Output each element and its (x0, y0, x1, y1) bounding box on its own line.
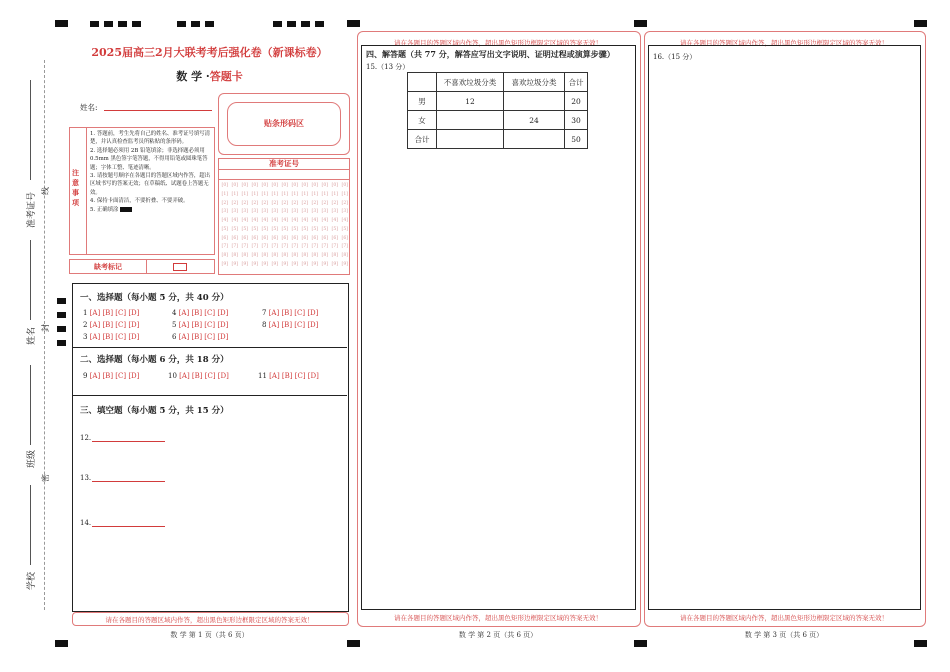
exam-id-bubble[interactable]: [2] (261, 200, 269, 206)
exam-id-bubble[interactable]: [3] (281, 209, 289, 215)
exam-id-bubble[interactable]: [6] (331, 235, 339, 241)
contingency-table: 不喜欢垃圾分类 喜欢垃圾分类 合计 男 12 20 女 24 30 合计 50 (407, 72, 588, 149)
exam-id-bubble[interactable]: [8] (231, 253, 239, 258)
exam-id-bubble[interactable]: [5] (231, 226, 239, 232)
exam-id-bubble[interactable]: [7] (341, 244, 349, 250)
exam-id-bubble[interactable]: [5] (301, 226, 309, 232)
notice-title: 注意事项 (72, 168, 79, 207)
exam-id-bubble[interactable]: [3] (231, 209, 239, 215)
table-row: 男 12 20 (408, 92, 588, 111)
timing-mark (287, 21, 296, 27)
fill-answer-12[interactable] (92, 441, 165, 442)
exam-id-bubble[interactable]: [8] (301, 253, 309, 258)
exam-id-bubble[interactable]: [8] (261, 253, 269, 258)
exam-id-bubble[interactable]: [0] (331, 183, 339, 188)
timing-mark (273, 21, 282, 27)
notice-item: 4. 保持卡面清洁，不要折叠、不要弄破。 (90, 198, 189, 205)
notice-item: 2. 选择题必须用 2B 铅笔填涂；非选择题必须用 0.5mm 黑色签字笔答题，不得用铅笔或圆珠笔答题；字体工整、笔迹清晰。 (90, 147, 208, 171)
page1-footer: 数 学 第 1 页（共 6 页） (170, 631, 249, 639)
page3-footer: 数 学 第 3 页（共 6 页） (744, 631, 824, 639)
notice-item: 1. 答题前，考生先将自己的姓名、准考证号填写清楚，并认真检查监考员所粘贴的条形码。 (90, 131, 211, 146)
exam-id-bubble[interactable]: [7] (251, 244, 259, 250)
exam-id-bubble[interactable]: [9] (251, 261, 259, 267)
notice-item: 3. 请按题号顺序在各题目的答题区域内作答，超出区域书写的答案无效；在草稿纸、试题卷上答题无效。 (90, 173, 211, 196)
exam-id-bubble[interactable]: [7] (301, 244, 309, 250)
timing-mark (205, 21, 214, 27)
mc-question-9[interactable]: 9 [A] [B] [C] [D] (83, 372, 140, 380)
timing-mark (104, 21, 113, 27)
timing-mark (191, 21, 200, 27)
subject-heading (72, 68, 347, 84)
absent-box (69, 259, 215, 274)
section3-title: 三、填空题（每小题 5 分，共 15 分） (80, 406, 229, 416)
class-write-line (30, 365, 31, 445)
timing-mark (301, 21, 310, 27)
exam-id-bubble[interactable]: [1] (251, 191, 259, 197)
exam-id-bubble[interactable]: [4] (341, 218, 349, 223)
timing-mark (177, 21, 186, 27)
exam-id-bubble[interactable]: [3] (221, 209, 229, 215)
exam-id-bubble[interactable]: [9] (231, 261, 239, 267)
exam-id-bubble[interactable]: [8] (291, 253, 299, 258)
registration-mark (634, 20, 647, 27)
exam-id-bubble[interactable]: [5] (341, 226, 349, 232)
page2-top-warning: 请在各题目的答题区域内作答，超出黑色矩形边框限定区域的答案无效！ (394, 39, 602, 47)
exam-id-bubble[interactable]: [5] (291, 226, 299, 232)
exam-id-bubble[interactable]: [1] (321, 191, 329, 197)
exam-id-column (290, 182, 300, 270)
exam-id-bubble[interactable]: [7] (271, 244, 279, 250)
exam-id-bubble[interactable]: [7] (261, 244, 269, 250)
exam-id-bubble[interactable]: [9] (261, 261, 269, 267)
exam-id-bubble[interactable]: [2] (301, 200, 309, 206)
fill-question-label: 13. (80, 474, 92, 482)
exam-id-bubble[interactable]: [4] (331, 218, 339, 223)
mc-question-4[interactable]: 4 [A] [B] [C] [D] (172, 309, 229, 317)
exam-id-bubble[interactable]: [4] (261, 218, 269, 223)
exam-id-bubble[interactable]: [1] (221, 191, 229, 197)
absent-checkbox[interactable] (173, 263, 187, 271)
exam-id-bubble[interactable]: [2] (231, 200, 239, 206)
exam-id-bubble[interactable]: [0] (241, 183, 249, 188)
name-field[interactable] (104, 110, 212, 111)
exam-id-bubble[interactable]: [7] (291, 244, 299, 250)
exam-id-bubble[interactable]: [7] (281, 244, 289, 250)
exam-id-bubble[interactable]: [2] (291, 200, 299, 206)
page2-footer: 数 学 第 2 页（共 6 页） (458, 631, 538, 639)
timing-mark (57, 340, 66, 346)
fill-sample-mark (120, 207, 132, 212)
exam-id-column (260, 182, 270, 270)
page-title: 2025届高三2月大联考考后强化卷（新课标卷） (91, 46, 328, 59)
exam-id-bubble[interactable]: [9] (241, 261, 249, 267)
exam-id-column (330, 182, 340, 270)
section4-title: 四、解答题（共 77 分，解答应写出文字说明、证明过程或演算步骤） (366, 49, 615, 59)
question-16-label: 16.（15 分） (653, 53, 697, 61)
exam-id-bubble[interactable]: [5] (281, 226, 289, 232)
exam-id-bubble[interactable]: [2] (321, 200, 329, 206)
mc-question-8[interactable]: 8 [A] [B] [C] [D] (262, 321, 319, 329)
exam-id-bubble[interactable]: [1] (291, 191, 299, 197)
exam-id-bubble[interactable]: [0] (291, 183, 299, 188)
exam-id-bubble[interactable]: [7] (231, 244, 239, 250)
exam-id-column (230, 182, 240, 270)
exam-id-bubble[interactable]: [7] (221, 244, 229, 250)
exam-id-title: 准考证号 (219, 159, 349, 170)
exam-id-bubble[interactable]: [6] (241, 235, 249, 241)
exam-id-bubble[interactable]: [8] (341, 253, 349, 258)
registration-mark (347, 640, 360, 647)
exam-id-bubble[interactable]: [4] (251, 218, 259, 223)
side-label-seal: 封 (41, 324, 50, 332)
exam-id-column (250, 182, 260, 270)
exam-id-bubble[interactable]: [0] (341, 183, 349, 188)
exam-id-bubble[interactable]: [5] (261, 226, 269, 232)
exam-id-bubble[interactable]: [1] (261, 191, 269, 197)
exam-id-bubble[interactable]: [2] (341, 200, 349, 206)
exam-id-bubble[interactable]: [1] (311, 191, 319, 197)
exam-id-bubble[interactable]: [8] (251, 253, 259, 258)
exam-id-bubble[interactable]: [6] (301, 235, 309, 241)
exam-id-bubble[interactable]: [5] (221, 226, 229, 232)
side-label-class: 班级 (27, 449, 37, 468)
exam-id-bubble[interactable]: [3] (251, 209, 259, 215)
mc-question-3[interactable]: 3 [A] [B] [C] [D] (83, 333, 140, 341)
exam-id-bubble[interactable]: [9] (321, 261, 329, 267)
exam-id-bubble[interactable]: [2] (221, 200, 229, 206)
mc-question-5[interactable]: 5 [A] [B] [C] [D] (172, 321, 229, 329)
exam-id-bubble[interactable]: [9] (301, 261, 309, 267)
page1-bottom-warning: 请在各题目的答题区域内作答，超出黑色矩形边框限定区域的答案无效！ (105, 616, 314, 624)
section1-title: 一、选择题（每小题 5 分，共 40 分） (80, 293, 229, 303)
exam-id-bubble[interactable]: [8] (311, 253, 319, 258)
exam-id-bubble[interactable]: [5] (331, 226, 339, 232)
side-label-exam-no: 准考证号 (27, 191, 37, 228)
timing-mark (57, 326, 66, 332)
exam-id-bubble[interactable]: [8] (241, 253, 249, 258)
binding-dashed-line (44, 60, 45, 610)
exam-id-bubble[interactable]: [5] (251, 226, 259, 232)
exam-id-bubble[interactable]: [1] (271, 191, 279, 197)
page3-bottom-warning: 请在各题目的答题区域内作答，超出黑色矩形边框限定区域的答案无效！ (680, 614, 888, 622)
exam-no-write-line (30, 80, 31, 180)
exam-id-column (310, 182, 320, 270)
exam-id-bubble[interactable]: [6] (291, 235, 299, 241)
exam-id-bubble[interactable]: [1] (281, 191, 289, 197)
exam-id-bubble[interactable]: [3] (331, 209, 339, 215)
exam-id-bubble[interactable]: [3] (291, 209, 299, 215)
exam-id-column (220, 182, 230, 270)
exam-id-bubble[interactable]: [9] (271, 261, 279, 267)
exam-id-bubble[interactable]: [0] (251, 183, 259, 188)
section2-title: 二、选择题（每小题 6 分，共 18 分） (80, 355, 229, 365)
absent-label: 缺考标记 (94, 262, 122, 271)
notice-list (90, 130, 212, 214)
exam-id-bubble[interactable]: [3] (311, 209, 319, 215)
mc-question-6[interactable]: 6 [A] [B] [C] [D] (172, 333, 229, 341)
exam-id-bubble[interactable]: [3] (321, 209, 329, 215)
barcode-area-label: 贴条形码区 (264, 118, 304, 128)
timing-mark (315, 21, 324, 27)
barcode-area (218, 93, 350, 155)
exam-id-bubble[interactable]: [9] (291, 261, 299, 267)
exam-id-bubble[interactable]: [8] (271, 253, 279, 258)
timing-mark (57, 312, 66, 318)
exam-id-column (340, 182, 350, 270)
exam-id-bubble[interactable]: [2] (271, 200, 279, 206)
exam-id-bubble[interactable]: [0] (231, 183, 239, 188)
exam-id-bubble[interactable]: [0] (321, 183, 329, 188)
exam-id-bubble[interactable]: [1] (301, 191, 309, 197)
exam-id-bubble[interactable]: [4] (291, 218, 299, 223)
name-write-line (30, 240, 31, 320)
exam-id-bubble[interactable]: [2] (281, 200, 289, 206)
registration-mark (55, 20, 68, 27)
side-label-secret: 密 (41, 474, 50, 482)
exam-id-bubble[interactable]: [4] (231, 218, 239, 223)
registration-mark (347, 20, 360, 27)
exam-id-bubble[interactable]: [7] (321, 244, 329, 250)
exam-id-bubble[interactable]: [6] (281, 235, 289, 241)
subject-name: 数 学 · (176, 70, 210, 83)
exam-id-bubble[interactable]: [6] (251, 235, 259, 241)
mc-question-7[interactable]: 7 [A] [B] [C] [D] (262, 309, 319, 317)
fill-question-label: 12. (80, 434, 92, 442)
subject-suffix: 答题卡 (209, 70, 243, 83)
exam-id-bubble[interactable]: [8] (321, 253, 329, 258)
timing-mark (90, 21, 99, 27)
exam-id-bubble[interactable]: [6] (231, 235, 239, 241)
registration-mark (634, 640, 647, 647)
exam-id-bubble[interactable]: [5] (321, 226, 329, 232)
exam-id-bubble[interactable]: [6] (261, 235, 269, 241)
registration-mark (914, 20, 927, 27)
table-row: 合计 50 (408, 130, 588, 149)
exam-id-bubble[interactable]: [8] (281, 253, 289, 258)
exam-id-bubble[interactable]: [4] (321, 218, 329, 223)
exam-id-bubble[interactable]: [0] (281, 183, 289, 188)
table-row: 女 24 30 (408, 111, 588, 130)
exam-id-bubble[interactable]: [8] (331, 253, 339, 258)
timing-mark (57, 298, 66, 304)
page3-answer-border (648, 45, 921, 610)
side-label-school: 学校 (27, 571, 37, 590)
page3-top-warning: 请在各题目的答题区域内作答，超出黑色矩形边框限定区域的答案无效！ (680, 39, 888, 47)
exam-id-bubble[interactable]: [3] (261, 209, 269, 215)
exam-id-bubble[interactable]: [2] (241, 200, 249, 206)
exam-id-bubble[interactable]: [2] (331, 200, 339, 206)
mc-question-10[interactable]: 10 [A] [B] [C] [D] (168, 372, 229, 380)
exam-id-bubble[interactable]: [6] (271, 235, 279, 241)
exam-id-bubble[interactable]: [4] (281, 218, 289, 223)
exam-id-bubble[interactable]: [0] (301, 183, 309, 188)
exam-id-column (280, 182, 290, 270)
exam-id-bubble[interactable]: [6] (311, 235, 319, 241)
timing-mark (118, 21, 127, 27)
exam-id-bubble[interactable]: [0] (311, 183, 319, 188)
exam-id-column (240, 182, 250, 270)
exam-id-bubble[interactable]: [9] (341, 261, 349, 267)
side-label-line: 线 (41, 187, 50, 195)
notice-box (69, 127, 215, 255)
registration-mark (55, 640, 68, 647)
fill-answer-13[interactable] (92, 481, 165, 482)
exam-id-bubble[interactable]: [5] (311, 226, 319, 232)
mc-question-1[interactable]: 1 [A] [B] [C] [D] (83, 309, 140, 317)
exam-id-bubble[interactable]: [5] (241, 226, 249, 232)
exam-id-bubble[interactable]: [0] (221, 183, 229, 188)
exam-id-bubble[interactable]: [3] (301, 209, 309, 215)
timing-mark (132, 21, 141, 27)
exam-id-bubble[interactable]: [9] (311, 261, 319, 267)
exam-id-bubble[interactable]: [0] (261, 183, 269, 188)
fill-question-label: 14. (80, 519, 92, 527)
exam-id-bubble[interactable]: [4] (301, 218, 309, 223)
exam-id-bubble[interactable]: [1] (241, 191, 249, 197)
mc-question-11[interactable]: 11 [A] [B] [C] [D] (258, 372, 319, 380)
exam-id-bubble[interactable]: [1] (341, 191, 349, 197)
exam-id-column (300, 182, 310, 270)
school-write-line (30, 485, 31, 565)
exam-id-bubble[interactable]: [6] (221, 235, 229, 241)
registration-mark (914, 640, 927, 647)
exam-id-column (270, 182, 280, 270)
exam-id-bubble[interactable]: [9] (281, 261, 289, 267)
exam-id-bubble[interactable]: [6] (341, 235, 349, 241)
name-label: 姓名: (80, 103, 98, 112)
notice-item-fill-sample: 5. 正确填涂 (90, 206, 212, 214)
page2-bottom-warning: 请在各题目的答题区域内作答，超出黑色矩形边框限定区域的答案无效！ (394, 614, 602, 622)
exam-id-bubble[interactable]: [4] (311, 218, 319, 223)
mc-question-2[interactable]: 2 [A] [B] [C] [D] (83, 321, 140, 329)
exam-id-bubble[interactable]: [7] (311, 244, 319, 250)
exam-id-bubble[interactable]: [3] (271, 209, 279, 215)
exam-id-bubble[interactable]: [4] (221, 218, 229, 223)
exam-id-bubble[interactable]: [1] (331, 191, 339, 197)
exam-id-bubble[interactable]: [6] (321, 235, 329, 241)
exam-id-bubble[interactable]: [1] (231, 191, 239, 197)
exam-id-bubble[interactable]: [2] (251, 200, 259, 206)
exam-id-bubble[interactable]: [4] (271, 218, 279, 223)
exam-id-bubble[interactable]: [4] (241, 218, 249, 223)
exam-id-bubble[interactable]: [0] (271, 183, 279, 188)
exam-id-bubble[interactable]: [9] (331, 261, 339, 267)
exam-id-bubble[interactable]: [7] (331, 244, 339, 250)
fill-answer-14[interactable] (92, 526, 165, 527)
exam-id-bubble[interactable]: [9] (221, 261, 229, 267)
exam-id-bubble[interactable]: [5] (271, 226, 279, 232)
exam-id-column (320, 182, 330, 270)
side-label-name: 姓名 (27, 326, 37, 345)
exam-id-bubble[interactable]: [7] (241, 244, 249, 250)
exam-id-bubble[interactable]: [3] (341, 209, 349, 215)
exam-id-bubble[interactable]: [3] (241, 209, 249, 215)
exam-id-bubble[interactable]: [2] (311, 200, 319, 206)
question-15-label: 15.（13 分） (366, 63, 410, 71)
exam-id-bubble[interactable]: [8] (221, 253, 229, 258)
